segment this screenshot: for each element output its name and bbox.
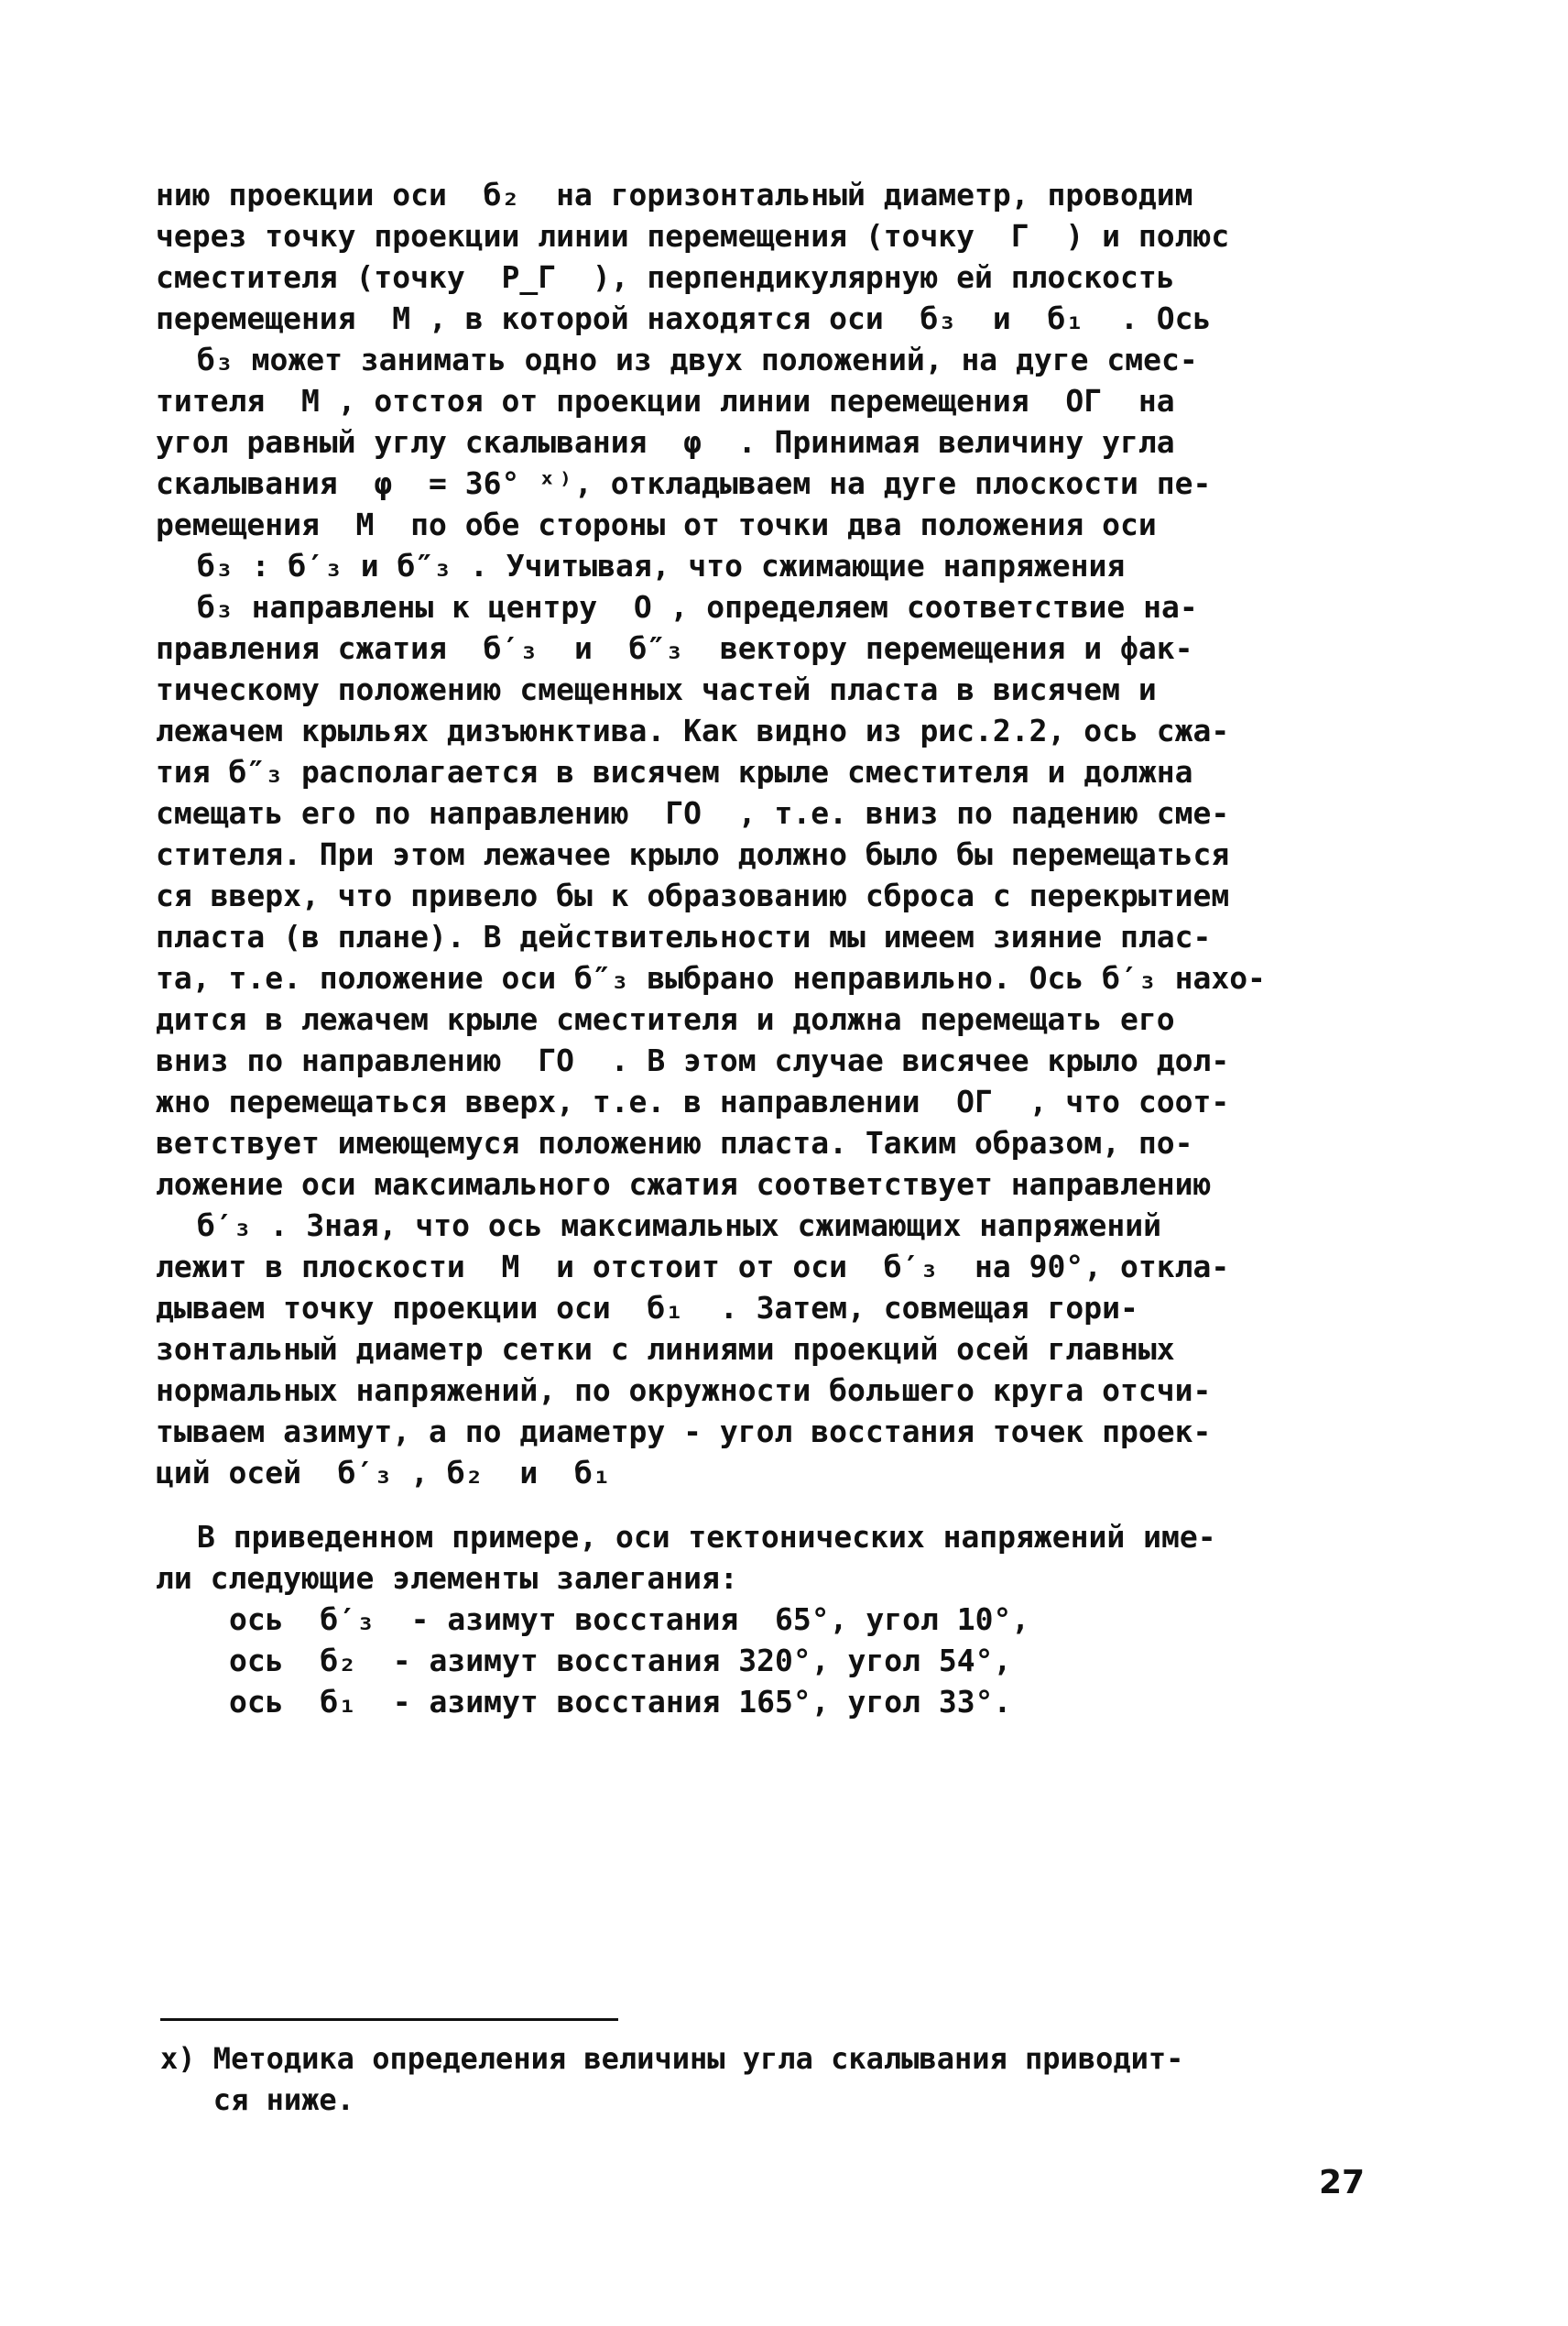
- text-line: В приведенном примере, оси тектонических напряжений име-: [197, 1519, 1216, 1555]
- text-line: лежачем крыльях дизъюнктива. Как видно из рис.2.2, ось сжа-: [156, 713, 1230, 748]
- table-row: ось б₂ - азимут восстания 320°, угол 54°,: [229, 1643, 1012, 1678]
- axes-table: [156, 1599, 1420, 1722]
- text-line: ремещения М по обе стороны от точки два положения оси: [156, 507, 1157, 542]
- text-line: вниз по направлению ГО . В этом случае висячее крыло дол-: [156, 1043, 1230, 1078]
- text-line: тываем азимут, а по диаметру - угол восстания точек проек-: [156, 1414, 1212, 1449]
- footnote: [160, 2038, 1424, 2121]
- text-line: тителя М , отстоя от проекции линии перемещения ОГ на: [156, 383, 1175, 419]
- table-row: ось б′₃ - азимут восстания 65°, угол 10°,: [229, 1601, 1030, 1637]
- footnote-line: x) Методика определения величины угла скалывания приводит-: [160, 2041, 1184, 2076]
- text-line: пласта (в плане). В действительности мы имеем зияние плас-: [156, 919, 1212, 955]
- text-line: ся вверх, что привело бы к образованию сброса с перекрытием: [156, 878, 1230, 913]
- text-line: б′₃ . Зная, что ось максимальных сжимающих напряжений: [197, 1207, 1161, 1243]
- text-line: тия б″₃ располагается в висячем крыле сместителя и должна: [156, 754, 1193, 790]
- text-line: ветствует имеющемуся положению пласта. Таким образом, по-: [156, 1125, 1193, 1161]
- text-line: скалывания φ = 36° ˣ⁾, откладываем на дуге плоскости пе-: [156, 465, 1212, 501]
- text-line: та, т.е. положение оси б″₃ выбрано неправильно. Ось б′₃ нахо-: [156, 960, 1266, 996]
- text-line: тическому положению смещенных частей пласта в висячем и: [156, 672, 1157, 707]
- text-line: б₃ направлены к центру О , определяем соответствие на-: [197, 589, 1198, 625]
- text-line: ций осей б′₃ , б₂ и б₁: [156, 1455, 611, 1491]
- text-line: правления сжатия б′₃ и б″₃ вектору перемещения и фак-: [156, 630, 1193, 666]
- text-line: угол равный углу скалывания φ . Принимая величину угла: [156, 424, 1175, 460]
- text-line: ли следующие элементы залегания:: [156, 1560, 738, 1596]
- page-number: 27: [1319, 2164, 1366, 2201]
- table-row: ось б₁ - азимут восстания 165°, угол 33°.: [229, 1684, 1012, 1720]
- text-line: ложение оси максимального сжатия соответствует направлению: [156, 1166, 1212, 1202]
- text-line: нию проекции оси б₂ на горизонтальный диаметр, проводим: [156, 177, 1193, 213]
- text-line: б₃ может занимать одно из двух положений, на дуге смес-: [197, 342, 1198, 377]
- text-line: через точку проекции линии перемещения (точку Г ) и полюс: [156, 218, 1230, 254]
- footnote-line: ся ниже.: [160, 2082, 354, 2117]
- text-line: нормальных напряжений, по окружности большего круга отсчи-: [156, 1372, 1212, 1408]
- text-line: перемещения М , в которой находятся оси б₃ и б₁ . Ось: [156, 300, 1212, 336]
- text-line: дываем точку проекции оси б₁ . Затем, совмещая гори-: [156, 1290, 1138, 1326]
- text-line: сместителя (точку P_Г ), перпендикулярную ей плоскость: [156, 259, 1175, 295]
- text-line: лежит в плоскости М и отстоит от оси б′₃ на 90°, откла-: [156, 1249, 1230, 1284]
- text-line: смещать его по направлению ГО , т.е. вниз по падению сме-: [156, 795, 1230, 831]
- text-line: зонтальный диаметр сетки с линиями проекций осей главных: [156, 1331, 1175, 1367]
- text-line: дится в лежачем крыле сместителя и должна перемещать его: [156, 1001, 1175, 1037]
- text-line: б₃ : б′₃ и б″₃ . Учитывая, что сжимающие напряжения: [197, 548, 1126, 584]
- text-line: жно перемещаться вверх, т.е. в направлении ОГ , что соот-: [156, 1084, 1230, 1119]
- text-line: стителя. При этом лежачее крыло должно было бы перемещаться: [156, 836, 1230, 872]
- main-text: [156, 174, 1420, 1722]
- paragraph-gap: [156, 1493, 1420, 1516]
- footnote-divider: [160, 2018, 618, 2021]
